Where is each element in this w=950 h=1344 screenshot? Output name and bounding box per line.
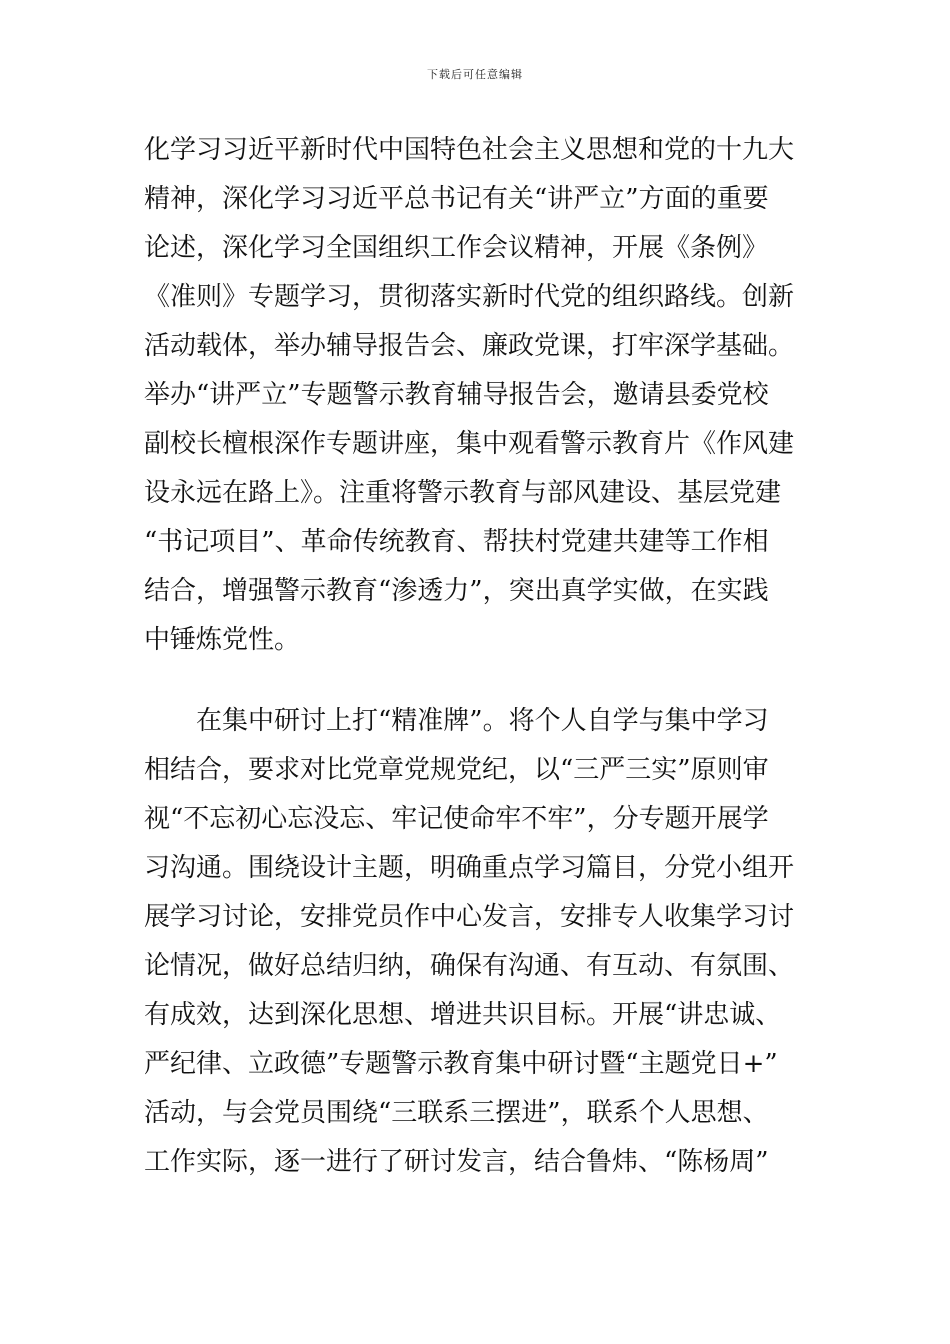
- text-line: 活动，与会党员围绕“三联系三摆进”，联系个人思想、: [144, 1098, 769, 1128]
- text-line: 相结合，要求对比党章党规党纪，以“三严三实”原则审: [144, 755, 769, 785]
- text-line: “书记项目”、革命传统教育、帮扶村党建共建等工作相: [144, 527, 769, 557]
- text-line: 论情况，做好总结归纳，确保有沟通、有互动、有氛围、: [144, 951, 795, 981]
- text-line: 论述，深化学习全国组织工作会议精神，开展《条例》: [144, 233, 769, 263]
- text-line: 在集中研讨上打“精准牌”。将个人自学与集中学习: [144, 706, 769, 736]
- text-line: 《准则》专题学习，贯彻落实新时代党的组织路线。创新: [144, 282, 795, 312]
- text-line: 设永远在路上》。注重将警示教育与部风建设、基层党建: [144, 478, 782, 508]
- text-line: 副校长檀根深作专题讲座，集中观看警示教育片《作风建: [144, 429, 795, 459]
- text-line: 举办“讲严立”专题警示教育辅导报告会，邀请县委党校: [144, 380, 769, 410]
- paragraph-2: [144, 697, 808, 1187]
- text-line: 活动载体，举办辅导报告会、廉政党课，打牢深学基础。: [144, 331, 795, 361]
- text-line: 精神，深化学习习近平总书记有关“讲严立”方面的重要: [144, 184, 769, 214]
- header-note: 下载后可任意编辑: [427, 68, 523, 81]
- text-line: 化学习习近平新时代中国特色社会主义思想和党的十九大: [144, 135, 795, 165]
- text-line: 视“不忘初心忘没忘、牢记使命牢不牢”，分专题开展学: [144, 804, 769, 834]
- text-line: 有成效，达到深化思想、增进共识目标。开展“讲忠诚、: [144, 1000, 782, 1030]
- text-line: 展学习讨论，安排党员作中心发言，安排专人收集学习讨: [144, 902, 795, 932]
- paragraph-1: [144, 126, 808, 665]
- text-line: 严纪律、立政德”专题警示教育集中研讨暨“主题党日+”: [144, 1049, 778, 1079]
- text-line: 中锤炼党性。: [144, 625, 301, 655]
- text-line: 习沟通。围绕设计主题，明确重点学习篇目，分党小组开: [144, 853, 795, 883]
- text-line: 工作实际，逐一进行了研讨发言，结合鲁炜、“陈杨周”: [144, 1147, 769, 1177]
- text-line: 结合，增强警示教育“渗透力”，突出真学实做，在实践: [144, 576, 769, 606]
